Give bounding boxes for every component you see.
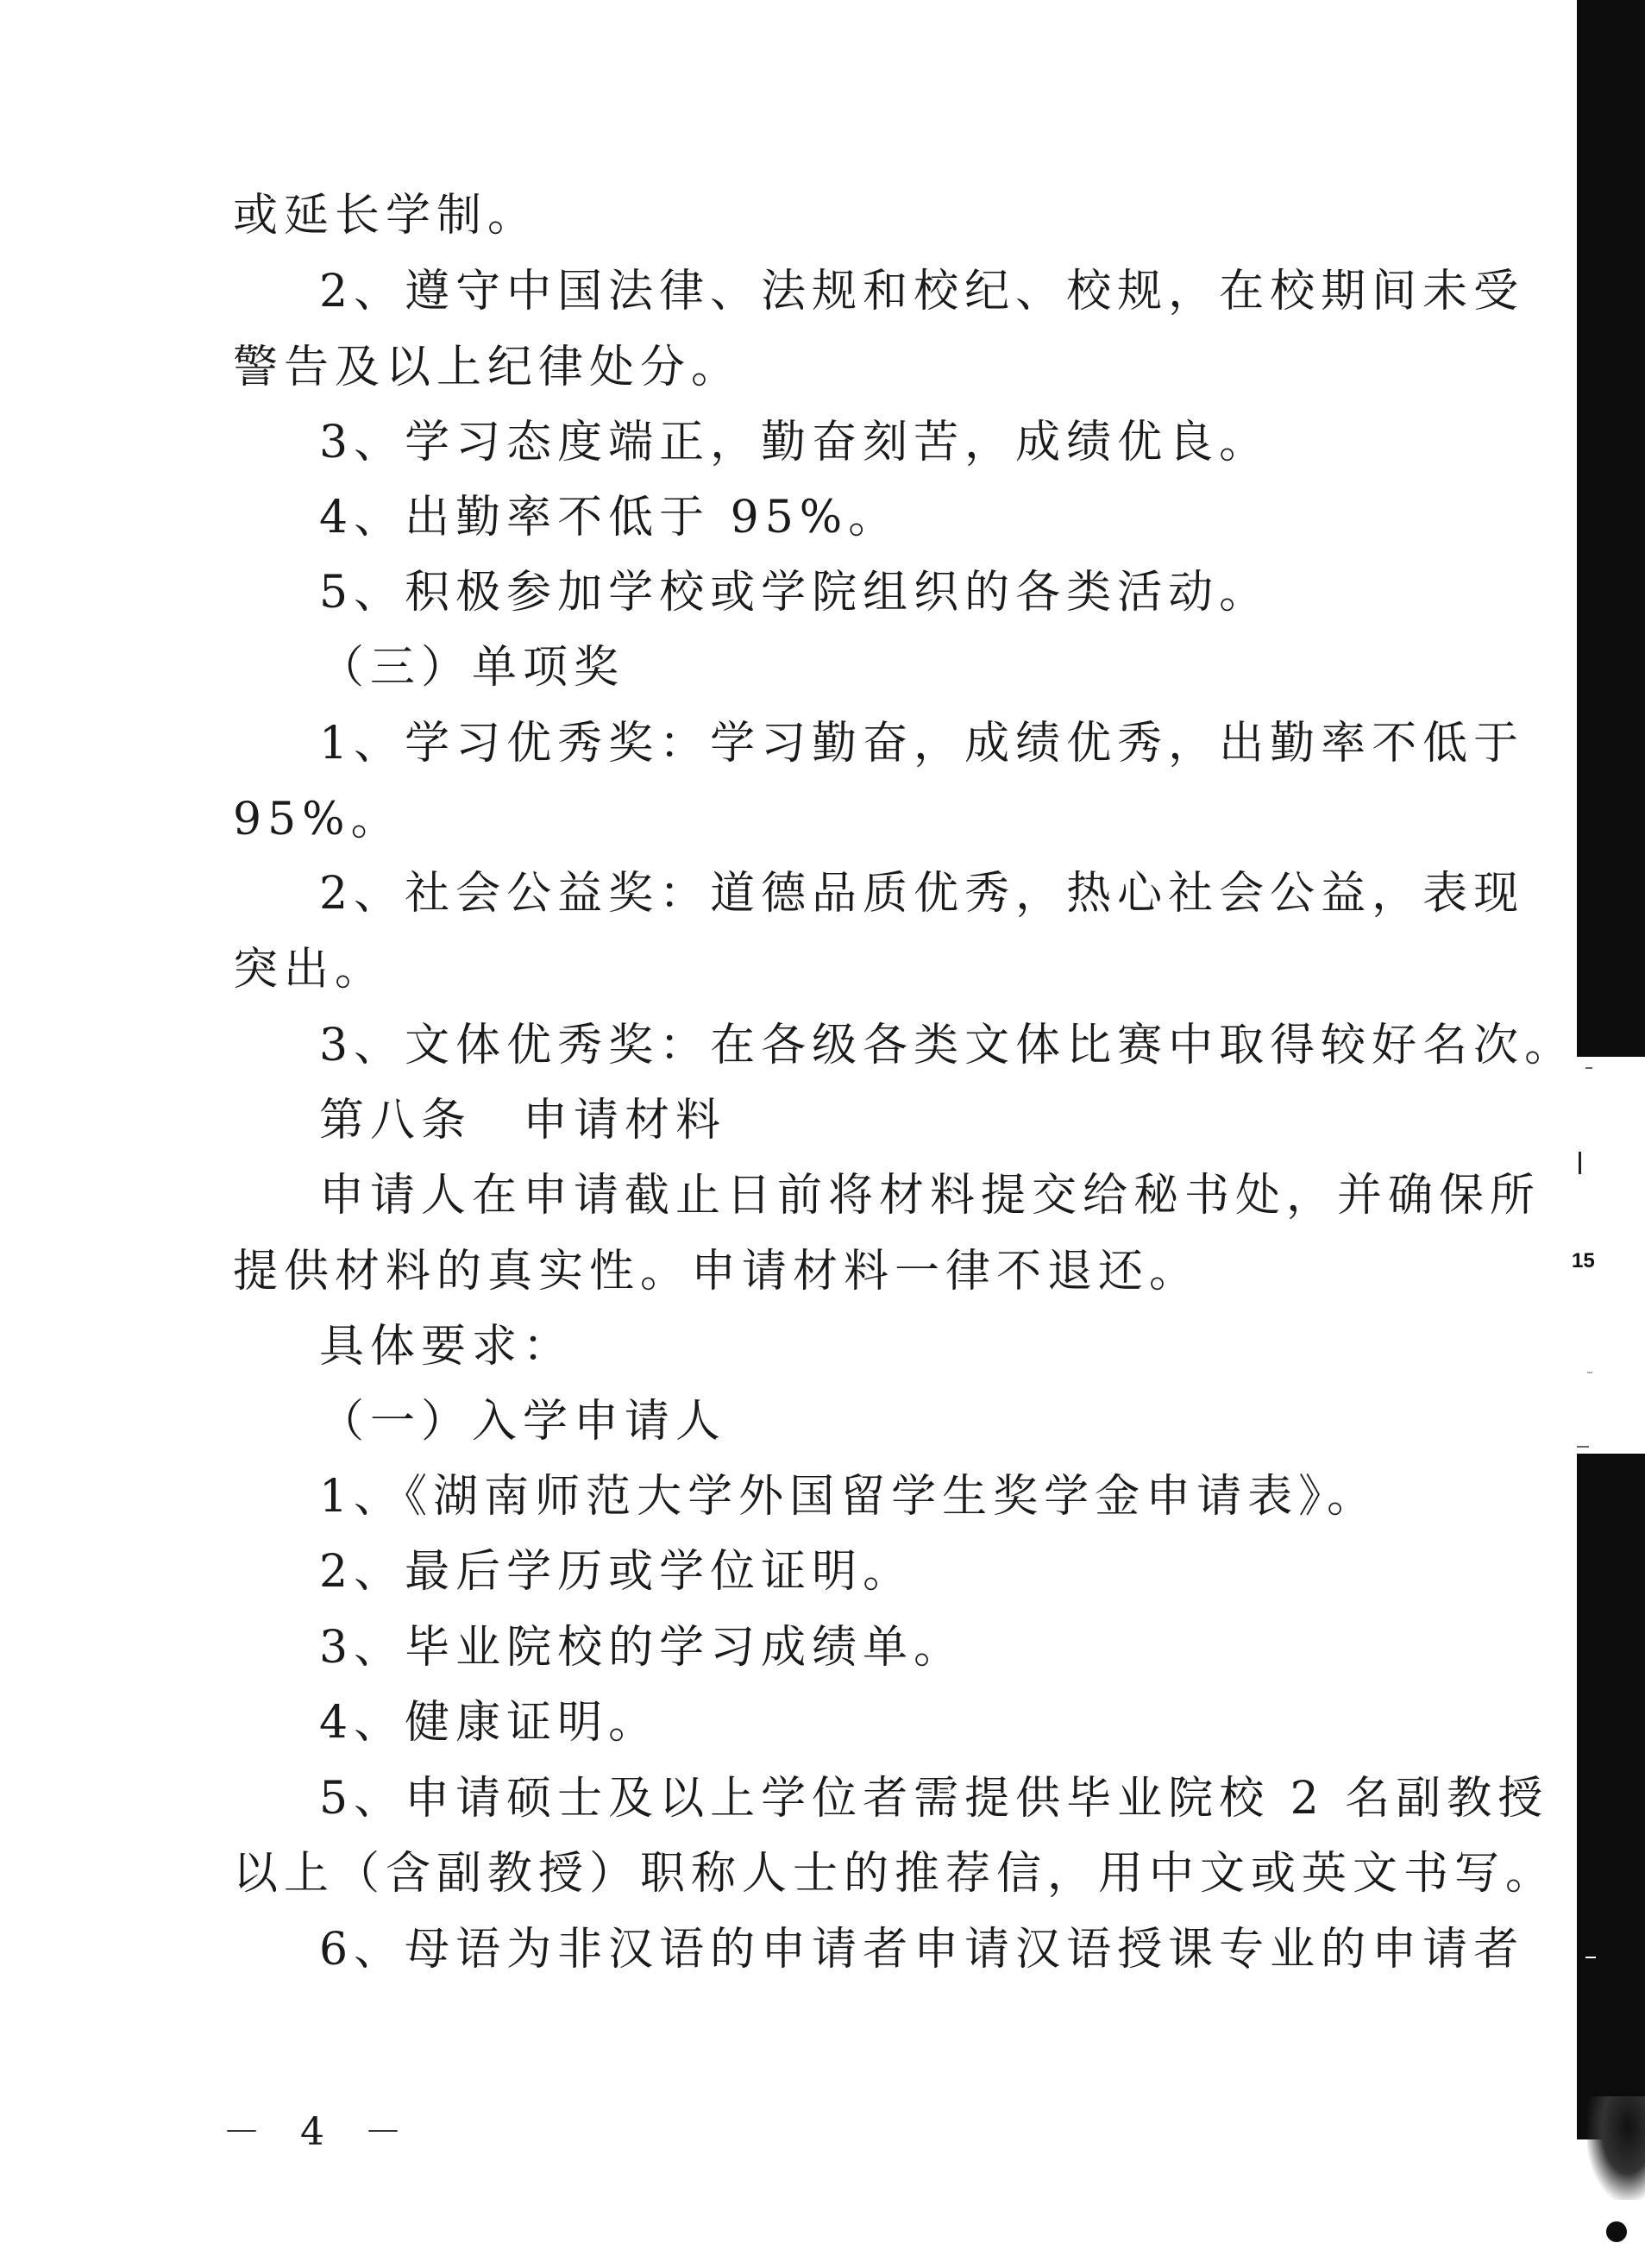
text-line: 2、遵守中国法律、法规和校纪、校规，在校期间未受 <box>319 266 1525 317</box>
text-line: 3、毕业院校的学习成绩单。 <box>319 1622 965 1674</box>
text-line: 1、《湖南师范大学外国留学生奖学金申请表》。 <box>319 1471 1378 1523</box>
section-heading: （三）单项奖 <box>319 642 625 694</box>
text-line: 3、文体优秀奖：在各级各类文体比赛中取得较好名次。 <box>319 1020 1576 1071</box>
scan-mark <box>1585 1957 1596 1958</box>
text-line: 4、出勤率不低于 95%。 <box>319 492 900 543</box>
text-line: 5、积极参加学校或学院组织的各类活动。 <box>319 567 1271 619</box>
scan-mark <box>1579 1152 1581 1174</box>
section-heading: （一）入学申请人 <box>319 1396 727 1448</box>
text-line: 突出。 <box>233 944 386 996</box>
scan-edge-smudge <box>1587 2096 1645 2200</box>
text-line: 2、最后学历或学位证明。 <box>319 1546 914 1598</box>
text-line: 申请人在申请截止日前将材料提交给秘书处，并确保所 <box>319 1170 1541 1222</box>
text-line: 2、社会公益奖：道德品质优秀，热心社会公益，表现 <box>319 868 1525 920</box>
page-number: － 4 － <box>223 2110 416 2154</box>
text-line: 以上（含副教授）职称人士的推荐信，用中文或英文书写。 <box>233 1848 1557 1900</box>
article-heading: 第八条 申请材料 <box>319 1095 727 1147</box>
scan-edge-shadow-top <box>1577 0 1645 1057</box>
text-line: 警告及以上纪律处分。 <box>233 342 743 393</box>
text-line: 5、申请硕士及以上学位者需提供毕业院校 2 名副教授 <box>319 1773 1549 1825</box>
text-line: 1、学习优秀奖：学习勤奋，成绩优秀，出勤率不低于 <box>319 718 1525 770</box>
scan-hole-dot <box>1606 2221 1627 2242</box>
text-line: 6、母语为非汉语的申请者申请汉语授课专业的申请者 <box>319 1924 1525 1976</box>
scan-mark <box>1585 1067 1592 1069</box>
text-line: 95%。 <box>233 794 402 845</box>
text-line: 具体要求： <box>319 1321 574 1373</box>
text-line: 4、健康证明。 <box>319 1697 660 1749</box>
text-line: 或延长学制。 <box>233 190 539 242</box>
scan-mark <box>1587 1372 1592 1373</box>
scan-edge-shadow-bottom <box>1577 1454 1645 2139</box>
margin-number: 15 <box>1572 1249 1595 1272</box>
scan-mark <box>1577 1446 1589 1448</box>
text-line: 3、学习态度端正，勤奋刻苦，成绩优良。 <box>319 417 1271 468</box>
text-line: 提供材料的真实性。申请材料一律不退还。 <box>233 1246 1201 1297</box>
